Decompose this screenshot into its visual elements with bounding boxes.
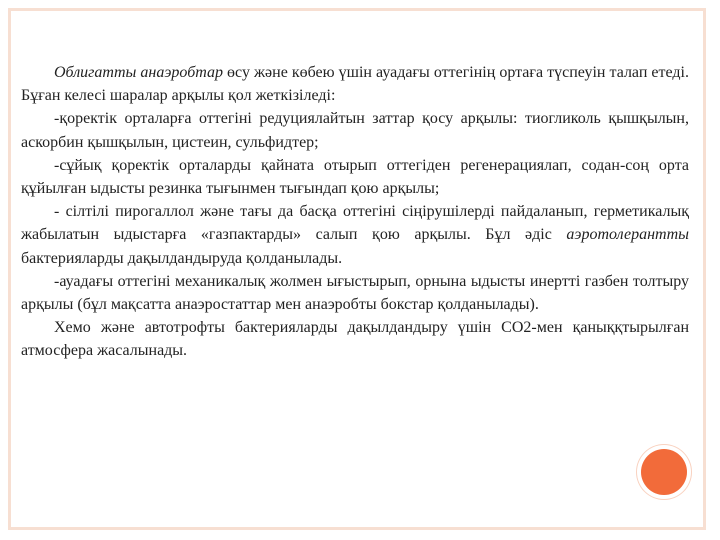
intro-italic-term: Облигатты анаэробтар bbox=[54, 64, 223, 81]
paragraph-pyrogallol bbox=[21, 200, 689, 270]
slide-text-body bbox=[21, 61, 689, 363]
pyrogallol-text-before: - сілтілі пирогаллол және тағы да басқа оттегіні сіңірушілерді пайдаланып, герметикалық жабылатын ыдыстарға «газпактарды» салып қою арқылы. Бұл әдіс bbox=[21, 203, 689, 244]
paragraph-intro bbox=[21, 61, 689, 107]
reducing-agents-text: -қоректік орталарға оттегіні редуциялайтын заттар қосу арқылы: тиогликоль қышқылын, аскорбин қышқылын, цистеин, сульфидтер; bbox=[21, 110, 689, 151]
paragraph-inert-gas bbox=[21, 270, 689, 316]
pyrogallol-text-after: бактерияларды дақылдандыруда қолданылады. bbox=[21, 249, 343, 267]
paragraph-reducing-agents bbox=[21, 107, 689, 153]
co2-atmosphere-text: Хемо және автотрофты бактерияларды дақылдандыру үшін СО2-мен қаныққтырылған атмосфера жасалынады. bbox=[21, 319, 689, 360]
pyrogallol-italic-term: аэротолерантты bbox=[566, 226, 689, 244]
paragraph-co2-atmosphere bbox=[21, 316, 689, 362]
intro-text: өсу және көбею үшін ауадағы оттегінің ортаға түспеуін талап етеді. Бұған келесі шаралар арқылы қол жеткізіледі: bbox=[21, 64, 689, 105]
decorative-orange-circle bbox=[641, 449, 687, 495]
boiling-media-text: -сұйық қоректік орталарды қайната отырып оттегіден регенерациялап, содан-соң орта құйылған ыдысты резинка тығынмен тығындап қою арқылы; bbox=[21, 156, 689, 198]
inert-gas-text: -ауадағы оттегіні механикалық жолмен ығыстырып, орнына ыдысты инертті газбен толтыру арқылы (бұл мақсатта анаэростаттар мен анаэробты бокстар қолданылады). bbox=[21, 272, 689, 314]
paragraph-boiling-media bbox=[21, 154, 689, 200]
